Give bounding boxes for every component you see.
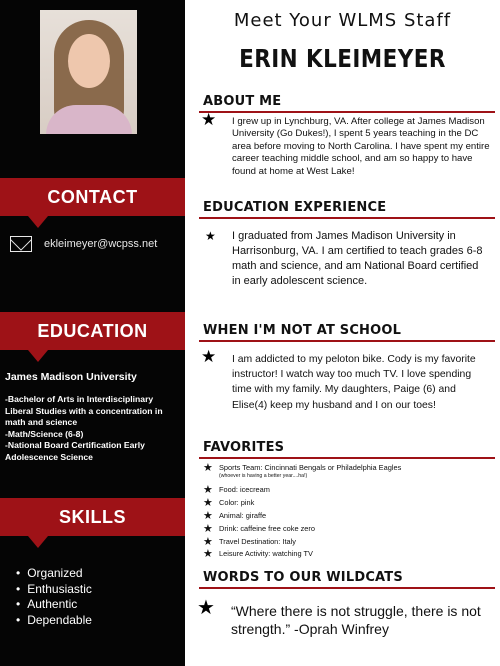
star-icon: ★ (203, 496, 213, 509)
education-experience-text: I graduated from James Madison University in Harrisonburg, VA. I am certified to teach grades 6-8 math and science, and am National Board certified in early adolescent science. (232, 230, 483, 287)
favorite-note: (whoever is having a better year....ha!) (219, 473, 308, 479)
school-name: James Madison University (5, 371, 137, 383)
education-detail: -National Board Certification Early Adolescence Science (5, 440, 145, 462)
skill-item: • Organized (16, 566, 92, 582)
star-icon: ★ (203, 462, 213, 474)
star-icon: ★ (203, 548, 213, 561)
favorite-item (203, 498, 487, 511)
profile-photo (40, 10, 137, 134)
email-address: ekleimeyer@wcpss.net (44, 238, 158, 250)
star-icon: ★ (203, 484, 213, 496)
skills-list (16, 566, 92, 628)
page-subtitle: Meet Your WLMS Staff (233, 10, 452, 31)
left-sidebar (0, 0, 185, 666)
favorite-item (203, 485, 487, 498)
education-heading: EDUCATION (0, 312, 185, 350)
email-row (10, 236, 157, 252)
education-details (5, 394, 183, 464)
words-heading: WORDS TO OUR WILDCATS (203, 570, 403, 585)
favorite-text: Color: pink (219, 497, 255, 507)
quote-text: “Where there is not struggle, there is not strength.” -Oprah Winfrey (231, 603, 481, 637)
star-icon: ★ (203, 535, 213, 548)
contact-heading: CONTACT (0, 178, 185, 216)
favorite-text: Leisure Activity: watching TV (219, 549, 313, 559)
favorite-text: Travel Destination: Italy (219, 536, 296, 546)
star-icon: ★ (205, 229, 216, 243)
section-divider (199, 587, 495, 589)
favorite-item (203, 511, 487, 524)
favorite-item (203, 463, 487, 485)
star-icon: ★ (201, 110, 217, 129)
main-content (185, 0, 500, 666)
favorite-text: Food: icecream (219, 485, 270, 494)
favorite-item (203, 524, 487, 537)
mail-icon (10, 236, 32, 252)
section-divider (199, 217, 495, 219)
education-detail: -Bachelor of Arts in Interdisciplinary Liberal Studies with a concentration in math and science (5, 394, 163, 428)
favorite-item (203, 537, 487, 550)
star-icon: ★ (203, 509, 213, 522)
education-experience-heading: EDUCATION EXPERIENCE (203, 200, 387, 215)
skill-item: • Authentic (16, 597, 92, 613)
not-at-school-text: I am addicted to my peloton bike. Cody is my favorite instructor! I watch way too much TV. I love spending time with my family. My daughters, Paige (6) and Elise(4) keep my husband and I on our toes! (232, 354, 476, 411)
favorite-item (203, 549, 487, 562)
page-title: ERIN KLEIMEYER (239, 44, 446, 73)
about-text: I grew up in Lynchburg, VA. After college at James Madison University (Go Dukes!), I spent 5 years teaching in the DC area before moving to North Carolina. I have spent my entire career teaching middle school, and am so happy to have found at home at West Lake! (232, 116, 490, 177)
favorites-list (203, 463, 487, 562)
section-divider (199, 457, 495, 459)
star-icon: ★ (203, 522, 213, 535)
skill-item: • Dependable (16, 613, 92, 629)
section-divider (199, 340, 495, 342)
star-icon: ★ (197, 597, 215, 619)
about-heading: ABOUT ME (203, 94, 282, 109)
education-detail: -Math/Science (6-8) (5, 428, 84, 439)
favorite-text: Sports Team: Cincinnati Bengals or Philadelphia Eagles (219, 463, 402, 472)
skills-heading: SKILLS (0, 498, 185, 536)
not-at-school-heading: WHEN I'M NOT AT SCHOOL (203, 323, 402, 338)
favorites-heading: FAVORITES (203, 440, 285, 455)
section-divider (199, 111, 495, 113)
star-icon: ★ (201, 347, 217, 366)
favorite-text: Drink: caffeine free coke zero (219, 523, 315, 533)
favorite-text: Animal: giraffe (219, 510, 267, 520)
skill-item: • Enthusiastic (16, 582, 92, 598)
